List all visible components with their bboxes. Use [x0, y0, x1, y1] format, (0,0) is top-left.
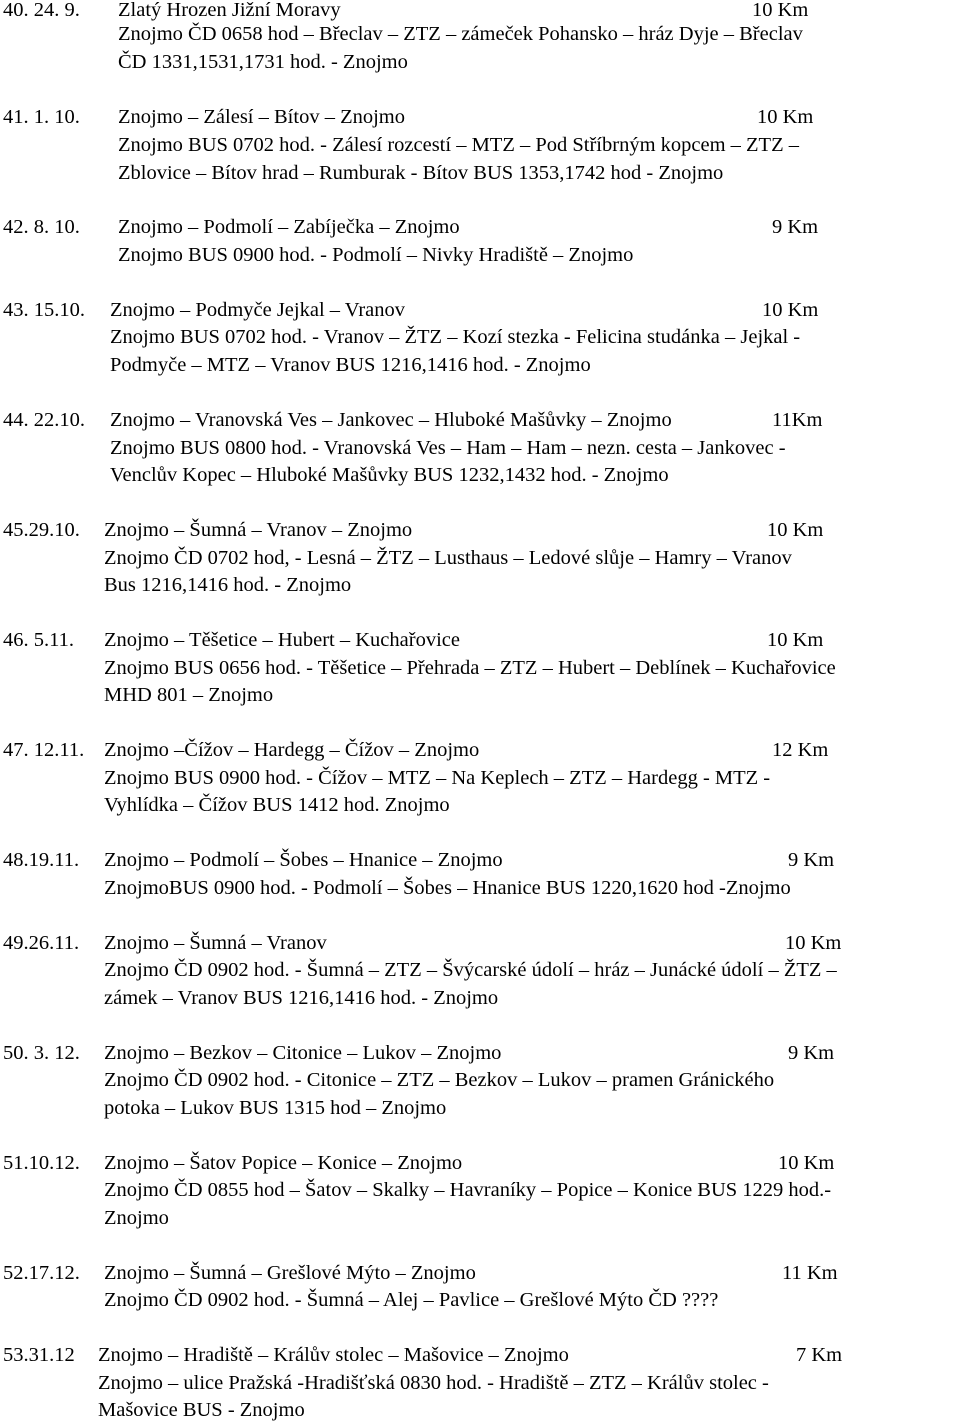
entry-title: Znojmo – Hradiště – Králův stolec – Mašovice – Znojmo: [98, 1344, 569, 1366]
entry-distance: 11Km: [772, 409, 823, 431]
entry-detail-line: Znojmo BUS 0900 hod. - Podmolí – Nivky Hradiště – Znojmo: [118, 244, 634, 266]
entry-detail-line: Znojmo – ulice Pražská -Hradišťská 0830 hod. - Hradiště – ZTZ – Králův stolec -: [98, 1372, 769, 1394]
entry-number: 40. 24. 9.: [3, 0, 80, 21]
entry-title: Zlatý Hrozen Jižní Moravy: [118, 0, 341, 21]
entry-distance: 9 Km: [788, 1042, 835, 1064]
entry-detail-line: ZnojmoBUS 0900 hod. - Podmolí – Šobes – Hnanice BUS 1220,1620 hod -Znojmo: [104, 877, 791, 899]
entry-detail-line: Znojmo BUS 0900 hod. - Čížov – MTZ – Na Keplech – ZTZ – Hardegg - MTZ -: [104, 767, 771, 789]
entry-distance: 7 Km: [796, 1344, 843, 1366]
entry-distance: 10 Km: [778, 1152, 835, 1174]
entry-distance: 10 Km: [757, 106, 814, 128]
entry-distance: 9 Km: [788, 849, 835, 871]
entry-title: Znojmo – Vranovská Ves – Jankovec – Hluboké Mašůvky – Znojmo: [110, 409, 672, 431]
entry-title: Znojmo – Podmolí – Zabíječka – Znojmo: [118, 216, 460, 238]
entry-number: 50. 3. 12.: [3, 1042, 80, 1064]
entry-distance: 12 Km: [772, 739, 829, 761]
entry-detail-line: Mašovice BUS - Znojmo: [98, 1399, 305, 1421]
entry-distance: 11 Km: [782, 1262, 838, 1284]
entry-distance: 10 Km: [762, 299, 819, 321]
entry-distance: 10 Km: [767, 629, 824, 651]
entry-number: 43. 15.10.: [3, 299, 85, 321]
entry-detail-line: Znojmo: [104, 1207, 169, 1229]
entry-distance: 10 Km: [785, 932, 842, 954]
entry-number: 51.10.12.: [3, 1152, 80, 1174]
entry-detail-line: Venclův Kopec – Hluboké Mašůvky BUS 1232,1432 hod. - Znojmo: [110, 464, 669, 486]
entry-detail-line: Znojmo BUS 0702 hod. - Vranov – ŽTZ – Kozí stezka - Felicina studánka – Jejkal -: [110, 326, 801, 348]
entry-title: Znojmo – Zálesí – Bítov – Znojmo: [118, 106, 405, 128]
entry-number: 49.26.11.: [3, 932, 80, 954]
entry-title: Znojmo – Šatov Popice – Konice – Znojmo: [104, 1152, 463, 1174]
entry-title: Znojmo – Bezkov – Citonice – Lukov – Znojmo: [104, 1042, 502, 1064]
entry-detail-line: Znojmo ČD 0855 hod – Šatov – Skalky – Havraníky – Popice – Konice BUS 1229 hod.-: [104, 1179, 832, 1201]
entry-number: 48.19.11.: [3, 849, 80, 871]
entry-number: 44. 22.10.: [3, 409, 85, 431]
entry-number: 42. 8. 10.: [3, 216, 80, 238]
entry-detail-line: Znojmo BUS 0800 hod. - Vranovská Ves – Ham – Ham – nezn. cesta – Jankovec -: [110, 437, 786, 459]
entry-detail-line: Vyhlídka – Čížov BUS 1412 hod. Znojmo: [104, 794, 450, 816]
entry-title: Znojmo – Podmolí – Šobes – Hnanice – Znojmo: [104, 849, 503, 871]
entry-title: Znojmo – Těšetice – Hubert – Kuchařovice: [104, 629, 460, 651]
entry-title: Znojmo –Čížov – Hardegg – Čížov – Znojmo: [104, 739, 480, 761]
entry-number: 52.17.12.: [3, 1262, 80, 1284]
entry-title: Znojmo – Šumná – Vranov: [104, 932, 327, 954]
entry-detail-line: Znojmo BUS 0702 hod. - Zálesí rozcestí – MTZ – Pod Stříbrným kopcem – ZTZ –: [118, 134, 799, 156]
entry-detail-line: Znojmo ČD 0902 hod. - Citonice – ZTZ – Bezkov – Lukov – pramen Gránického: [104, 1069, 775, 1091]
entry-detail-line: Znojmo BUS 0656 hod. - Těšetice – Přehrada – ZTZ – Hubert – Deblínek – Kuchařovice: [104, 657, 836, 679]
entry-detail-line: zámek – Vranov BUS 1216,1416 hod. - Znojmo: [104, 987, 499, 1009]
entry-number: 47. 12.11.: [3, 739, 85, 761]
entry-detail-line: Znojmo ČD 0702 hod, - Lesná – ŽTZ – Lusthaus – Ledové slůje – Hamry – Vranov: [104, 547, 792, 569]
entry-title: Znojmo – Šumná – Vranov – Znojmo: [104, 519, 413, 541]
entry-distance: 10 Km: [767, 519, 824, 541]
entry-number: 45.29.10.: [3, 519, 80, 541]
entry-title: Znojmo – Šumná – Grešlové Mýto – Znojmo: [104, 1262, 476, 1284]
entry-detail-line: ČD 1331,1531,1731 hod. - Znojmo: [118, 51, 408, 73]
entry-detail-line: MHD 801 – Znojmo: [104, 684, 274, 706]
entry-detail-line: Znojmo ČD 0902 hod. - Šumná – Alej – Pavlice – Grešlové Mýto ČD ????: [104, 1289, 719, 1311]
entry-number: 53.31.12: [3, 1344, 75, 1366]
entry-detail-line: Znojmo ČD 0902 hod. - Šumná – ZTZ – Švýcarské údolí – hráz – Junácké údolí – ŽTZ –: [104, 959, 837, 981]
entry-title: Znojmo – Podmyče Jejkal – Vranov: [110, 299, 406, 321]
entry-detail-line: Bus 1216,1416 hod. - Znojmo: [104, 574, 352, 596]
entry-distance: 10 Km: [752, 0, 809, 21]
entry-detail-line: Znojmo ČD 0658 hod – Břeclav – ZTZ – zámeček Pohansko – hráz Dyje – Břeclav: [118, 23, 803, 45]
entry-number: 46. 5.11.: [3, 629, 74, 651]
entry-detail-line: potoka – Lukov BUS 1315 hod – Znojmo: [104, 1097, 447, 1119]
entry-detail-line: Podmyče – MTZ – Vranov BUS 1216,1416 hod. - Znojmo: [110, 354, 591, 376]
entry-distance: 9 Km: [772, 216, 819, 238]
entry-number: 41. 1. 10.: [3, 106, 80, 128]
entry-detail-line: Zblovice – Bítov hrad – Rumburak - Bítov BUS 1353,1742 hod - Znojmo: [118, 162, 724, 184]
